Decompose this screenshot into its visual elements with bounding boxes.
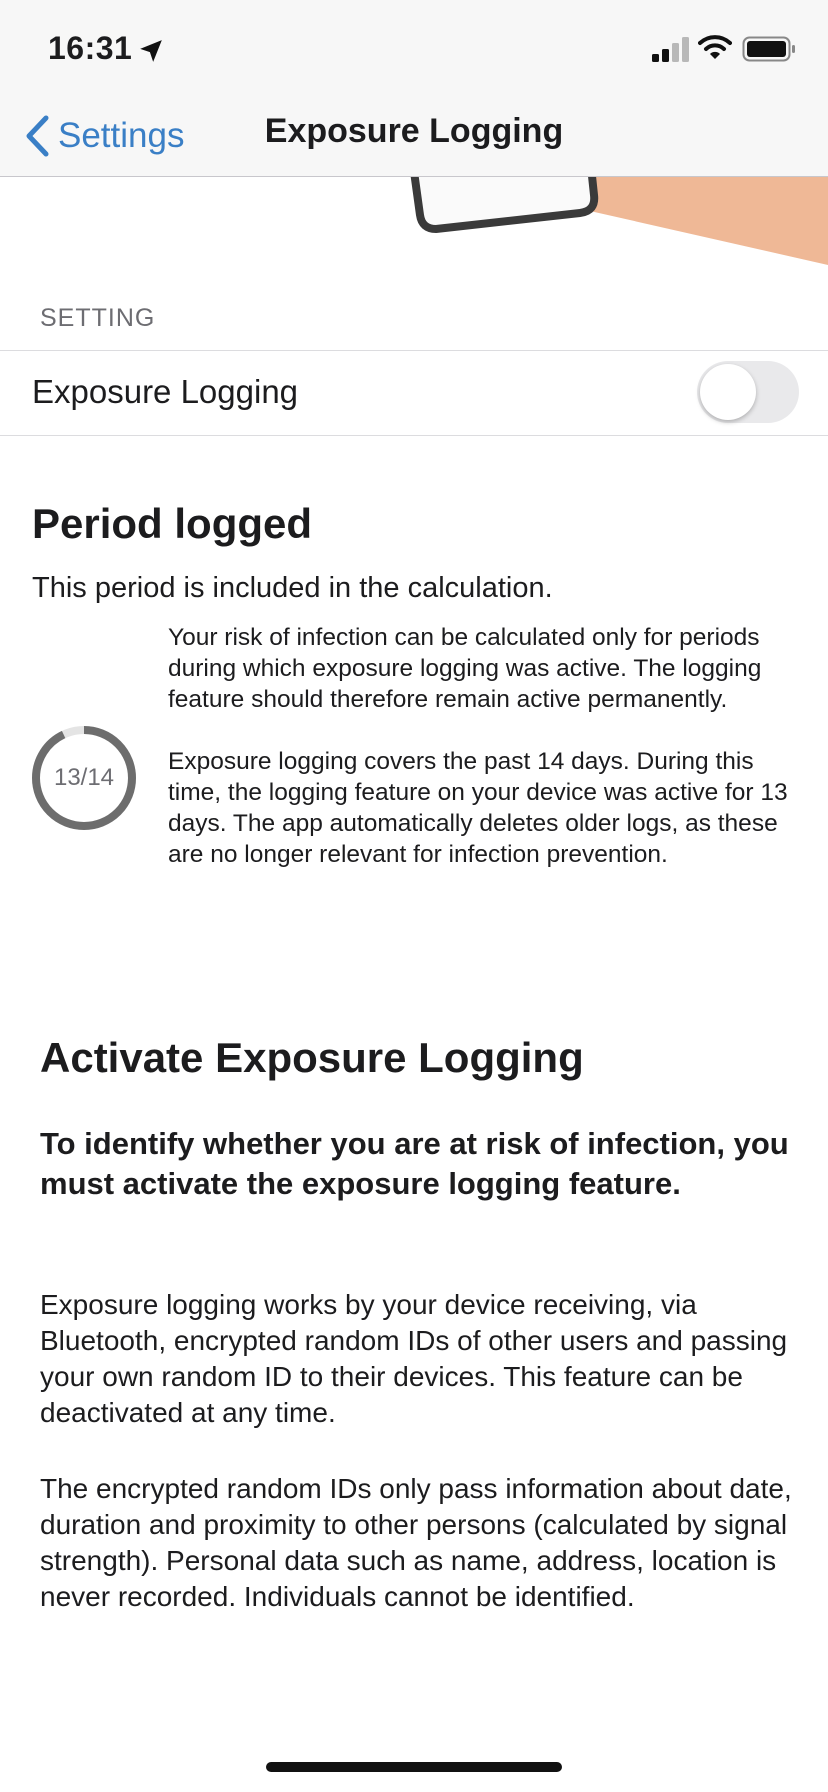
- exposure-logging-toggle[interactable]: [697, 361, 799, 423]
- back-button-label: Settings: [58, 116, 185, 155]
- period-paragraph: Exposure logging covers the past 14 days. During this time, the logging feature on your device was active for 13 days. The app automatically deletes older logs, as these are no longer relevant for infection prevention.: [168, 748, 788, 868]
- period-paragraph: Your risk of infection can be calculated only for periods during which exposure logging was active. The logging feature should therefore remain active permanently.: [168, 624, 762, 713]
- page-title: Exposure Logging: [264, 112, 564, 150]
- wifi-icon: [698, 34, 732, 62]
- header-illustration: [0, 177, 828, 287]
- logged-days-label: 13/14: [53, 764, 115, 791]
- activate-lead: To identify whether you are at risk of infection, you must activate the exposure logging feature.: [40, 1126, 789, 1201]
- period-description: [168, 622, 798, 901]
- exposure-logging-label: Exposure Logging: [32, 373, 299, 410]
- activate-paragraph: Exposure logging works by your device receiving, via Bluetooth, encrypted random IDs of other users and passing your own random ID to their devices. This feature can be deactivated at any time.: [40, 1289, 788, 1428]
- activate-description: [40, 1287, 800, 1655]
- status-time: 16:31: [48, 30, 133, 66]
- section-header: SETTING: [40, 304, 156, 332]
- navigation-bar: [0, 98, 828, 177]
- location-arrow-icon: [138, 38, 164, 64]
- cellular-signal-icon: [652, 36, 692, 62]
- exposure-logging-row: [0, 350, 828, 436]
- period-logged-title: Period logged: [32, 500, 313, 547]
- activate-paragraph: The encrypted random IDs only pass information about date, duration and proximity to other persons (calculated by signal strength). Personal data such as name, address, location is never recorded. Individuals cannot be identified.: [40, 1473, 792, 1612]
- period-logged-subtitle: This period is included in the calculation.: [32, 572, 553, 604]
- home-indicator: [266, 1762, 562, 1772]
- status-bar: [0, 0, 828, 98]
- toggle-knob: [700, 364, 756, 420]
- activate-title: Activate Exposure Logging: [40, 1034, 584, 1081]
- battery-icon: [742, 36, 796, 62]
